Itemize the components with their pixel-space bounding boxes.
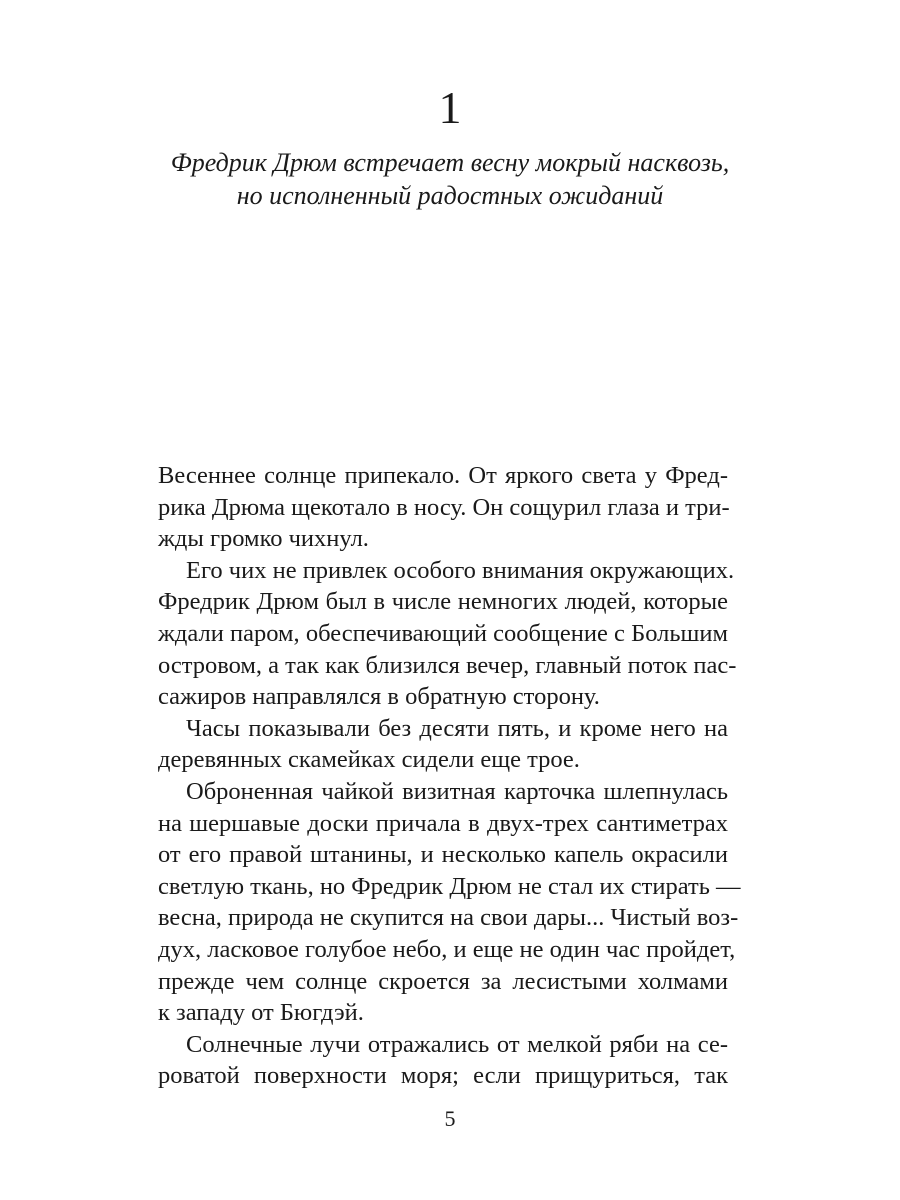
text-line: весна, природа не скупится на свои дары... Чистый воз-: [158, 904, 739, 932]
chapter-subtitle-line-1: Фредрик Дрюм встречает весну мокрый насквозь,: [170, 148, 730, 177]
text-line: от его правой штанины, и несколько капель окрасили: [158, 841, 728, 869]
chapter-subtitle: [0, 146, 900, 212]
text-line: рика Дрюма щекотало в носу. Он сощурил глаза и три-: [158, 493, 730, 521]
text-line: к западу от Бюгдэй.: [158, 999, 364, 1027]
text-line: сажиров направлялся в обратную сторону.: [158, 683, 600, 711]
text-line: прежде чем солнце скроется за лесистыми холмами: [158, 967, 728, 995]
text-line: Фредрик Дрюм был в числе немногих людей, которые: [158, 588, 728, 616]
text-line: роватой поверхности моря; если прищуриться, так: [158, 1062, 728, 1090]
paragraph-3: [158, 713, 728, 776]
paragraph-2: [158, 555, 737, 713]
chapter-number: 1: [438, 82, 462, 133]
text-line: деревянных скамейках сидели еще трое.: [158, 746, 580, 774]
paragraph-1: [158, 460, 728, 555]
text-line: дух, ласковое голубое небо, и еще не один час пройдет,: [158, 935, 736, 963]
text-line: светлую ткань, но Фредрик Дрюм не стал их стирать —: [158, 872, 741, 900]
chapter-body: [158, 460, 741, 1092]
text-line: Весеннее солнце припекало. От яркого света у Фред-: [158, 462, 728, 489]
page-number: 5: [444, 1106, 456, 1131]
chapter-subtitle-line-2: но исполненный радостных ожиданий: [236, 181, 664, 210]
text-line: островом, а так как близился вечер, главный поток пас-: [158, 651, 737, 679]
text-line: Оброненная чайкой визитная карточка шлепнулась: [186, 777, 728, 805]
text-line: ждали паром, обеспечивающий сообщение с Большим: [158, 619, 728, 647]
paragraph-5: [158, 1029, 728, 1092]
paragraph-4: [158, 776, 741, 1029]
text-line: на шершавые доски причала в двух-трех сантиметрах: [158, 809, 728, 837]
text-line: Часы показывали без десяти пять, и кроме него на: [186, 714, 728, 742]
text-line: жды громко чихнул.: [158, 525, 369, 553]
text-line: Его чих не привлек особого внимания окружающих.: [186, 556, 735, 584]
text-line: Солнечные лучи отражались от мелкой ряби на се-: [186, 1030, 728, 1058]
